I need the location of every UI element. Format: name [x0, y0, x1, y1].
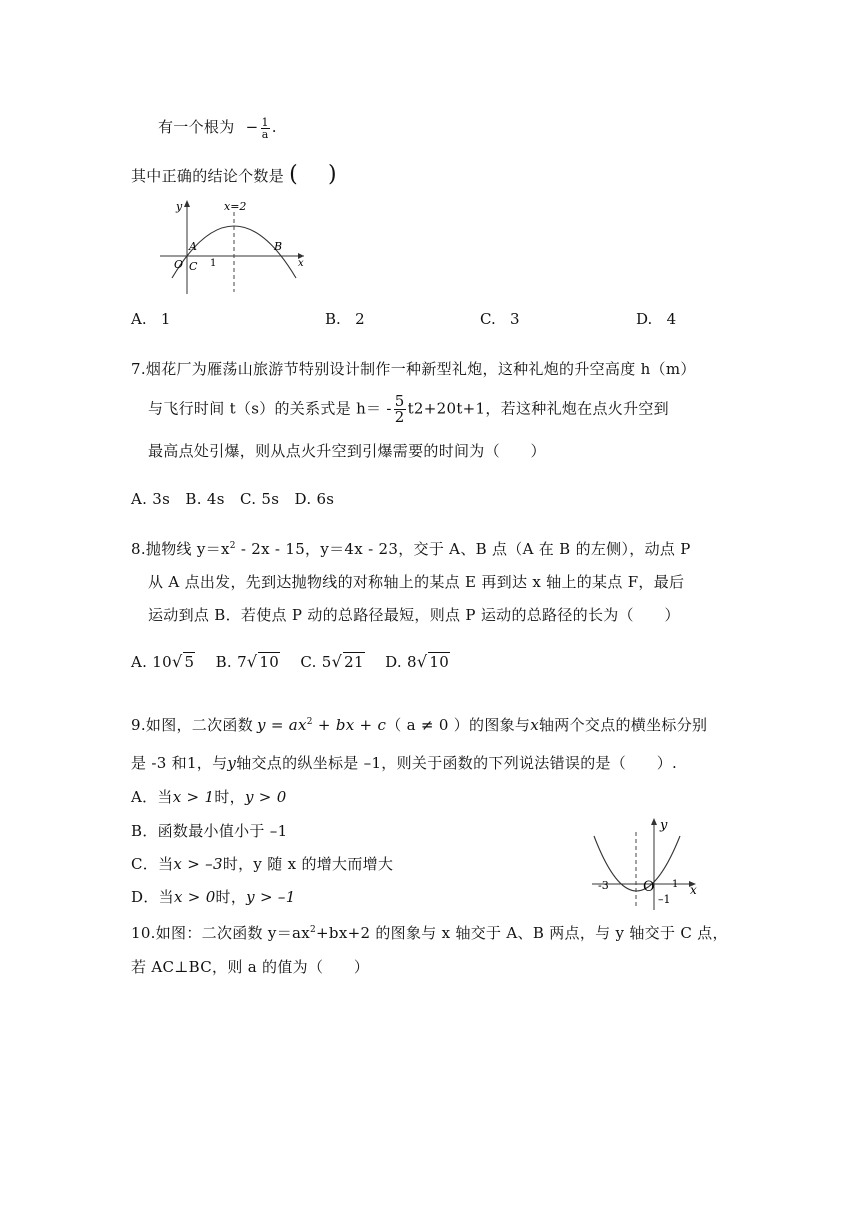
- q10-text-a: 10.如图：二次函数 y＝ax: [131, 924, 311, 942]
- sqrt-icon: √: [246, 652, 258, 671]
- q10-line-1: [131, 922, 728, 943]
- y-label: y: [176, 200, 183, 213]
- option-radicand: 10: [429, 653, 450, 671]
- neg3-label: -3: [598, 879, 609, 892]
- option-letter: A.: [131, 310, 147, 328]
- fraction-numerator: 5: [394, 392, 405, 410]
- q6-option-c[interactable]: [480, 310, 520, 328]
- q9-option-b[interactable]: B．函数最小值小于 –1: [131, 822, 288, 840]
- symmetry-axis-label: x=2: [224, 200, 247, 213]
- option-letter: C.: [480, 310, 496, 328]
- option-condition: x > 1: [172, 788, 215, 806]
- q6-option-b[interactable]: [325, 310, 365, 328]
- q6-option-d[interactable]: [636, 310, 676, 328]
- fraction-denominator: 2: [394, 408, 405, 426]
- option-text: A．当: [131, 788, 173, 806]
- option-coef: 8: [407, 653, 417, 671]
- option-text: 时，: [214, 788, 245, 806]
- sqrt-icon: √: [171, 652, 183, 671]
- option-letter: D.: [385, 653, 402, 671]
- q9-text-b: 的图象与: [469, 716, 531, 734]
- y-axis-arrow: [184, 200, 190, 207]
- q6-minus: −: [245, 118, 259, 136]
- option-coef: 7: [237, 653, 247, 671]
- option-letter: D.: [636, 310, 653, 328]
- q6-period: .: [271, 118, 277, 136]
- q8-line-2: 从 A 点出发，先到达抛物线的对称轴上的某点 E 再到达 x 轴上的某点 F，最后: [148, 573, 685, 591]
- q8-text-b: - 2x - 15，y＝4x - 23，交于 A、B 点（A 在 B 的左侧），动点 P: [235, 540, 691, 558]
- option-text: C．当: [131, 855, 174, 873]
- q9-line-2: [131, 752, 677, 773]
- option-radicand: 10: [259, 653, 280, 671]
- q9-option-c[interactable]: [131, 853, 393, 874]
- option-value: 1: [160, 310, 171, 328]
- q9-text-e: 轴交点的纵坐标是 –1，则关于函数的下列说法错误的是（ ）.: [236, 754, 678, 772]
- tick-one-label: 1: [672, 879, 679, 890]
- y-variable: y: [227, 754, 237, 772]
- answer-bracket-open: (: [289, 162, 298, 187]
- q7-text-a: 与飞行时间 t（s）的关系式是 h＝ -: [148, 399, 392, 418]
- q6-parabola-graph: [158, 194, 308, 298]
- superscript: 2: [306, 717, 313, 727]
- option-value: 4: [666, 310, 677, 328]
- fraction-numerator: 1: [261, 115, 269, 129]
- q9-parabola-graph: [588, 812, 706, 912]
- superscript: 2: [229, 541, 236, 551]
- q9-function-rest: + bx + c: [312, 716, 387, 734]
- q6-question-text: 其中正确的结论个数是: [131, 167, 285, 185]
- tick-one-label: 1: [210, 258, 217, 269]
- q8-text-a: 8.抛物线 y＝x: [131, 540, 230, 558]
- neg1-label: –1: [658, 893, 671, 906]
- q7-options: A. 3s B. 4s C. 5s D. 6s: [131, 490, 335, 508]
- q10-line-2: 若 AC⊥BC，则 a 的值为（ ）: [131, 958, 370, 976]
- sqrt-icon: √: [331, 652, 343, 671]
- q8-option-b[interactable]: [216, 653, 281, 671]
- q8-options: [131, 652, 450, 671]
- option-coef: 10: [152, 653, 172, 671]
- q8-line-3: 运动到点 B．若使点 P 动的总路径最短，则点 P 运动的总路径的长为（ ）: [148, 606, 680, 624]
- point-c-label: C: [189, 260, 198, 273]
- q8-line-1: [131, 538, 691, 559]
- q7-line-1: 7.烟花厂为雁荡山旅游节特别设计制作一种新型礼炮，这种礼炮的升空高度 h（m）: [131, 360, 696, 378]
- x-label: x: [690, 883, 697, 897]
- point-b-label: B: [274, 240, 283, 253]
- q9-condition: （ a ≠ 0 ）: [386, 716, 470, 734]
- q6-root-statement: [158, 116, 277, 140]
- q8-option-a[interactable]: [131, 653, 195, 671]
- q9-line-1: [131, 714, 707, 735]
- x-variable: x: [530, 716, 539, 734]
- q6-option-a[interactable]: [131, 310, 170, 328]
- q9-function: y = ax: [257, 716, 307, 734]
- q7-text-b: t2+20t+1，若这种礼炮在点火升空到: [407, 399, 669, 418]
- q6-root-fraction: [260, 117, 269, 140]
- origin-label: O: [174, 258, 184, 271]
- superscript: 2: [310, 925, 317, 935]
- q8-option-c[interactable]: [300, 653, 364, 671]
- q9-text-a: 9.如图，二次函数: [131, 716, 254, 734]
- q7-line-3: 最高点处引爆，则从点火升空到引爆需要的时间为（ ）: [148, 442, 546, 460]
- q6-question: [131, 162, 337, 187]
- option-letter: A.: [131, 653, 148, 671]
- q7-fraction: [394, 394, 406, 425]
- option-radicand: 5: [184, 653, 195, 671]
- answer-bracket-close: ): [327, 162, 337, 187]
- option-condition: x > 0: [173, 888, 216, 906]
- fraction-denominator: a: [261, 127, 269, 141]
- q9-text-d: 是 -3 和1，与: [131, 754, 228, 772]
- y-label: y: [660, 818, 668, 833]
- point-a-label: A: [189, 240, 197, 253]
- option-letter: B.: [325, 310, 341, 328]
- q7-line-2: [148, 394, 669, 425]
- option-radicand: 21: [344, 653, 364, 671]
- q10-text-b: +bx+2 的图象与 x 轴交于 A、B 两点，与 y 轴交于 C 点，: [316, 924, 728, 942]
- option-letter: C.: [300, 653, 317, 671]
- option-condition: x > –3: [173, 855, 223, 873]
- option-result: y > –1: [246, 888, 296, 906]
- x-label: x: [298, 258, 304, 269]
- option-value: 2: [355, 310, 365, 328]
- option-coef: 5: [321, 653, 332, 671]
- option-text: 时，y 随 x 的增大而增大: [222, 855, 394, 873]
- origin-label: O: [643, 879, 655, 895]
- sqrt-icon: √: [416, 652, 428, 671]
- option-result: y > 0: [244, 788, 287, 806]
- y-axis-arrow: [651, 818, 657, 825]
- q9-text-c: 轴两个交点的横坐标分别: [539, 716, 708, 734]
- q9-option-d[interactable]: [131, 886, 296, 907]
- q8-option-d[interactable]: [385, 653, 450, 671]
- q6-root-text: 有一个根为: [158, 118, 235, 136]
- q9-option-a[interactable]: [131, 786, 287, 807]
- option-value: 3: [510, 310, 520, 328]
- option-text: D．当: [131, 888, 174, 906]
- option-letter: B.: [215, 653, 232, 671]
- option-text: 时，: [215, 888, 247, 906]
